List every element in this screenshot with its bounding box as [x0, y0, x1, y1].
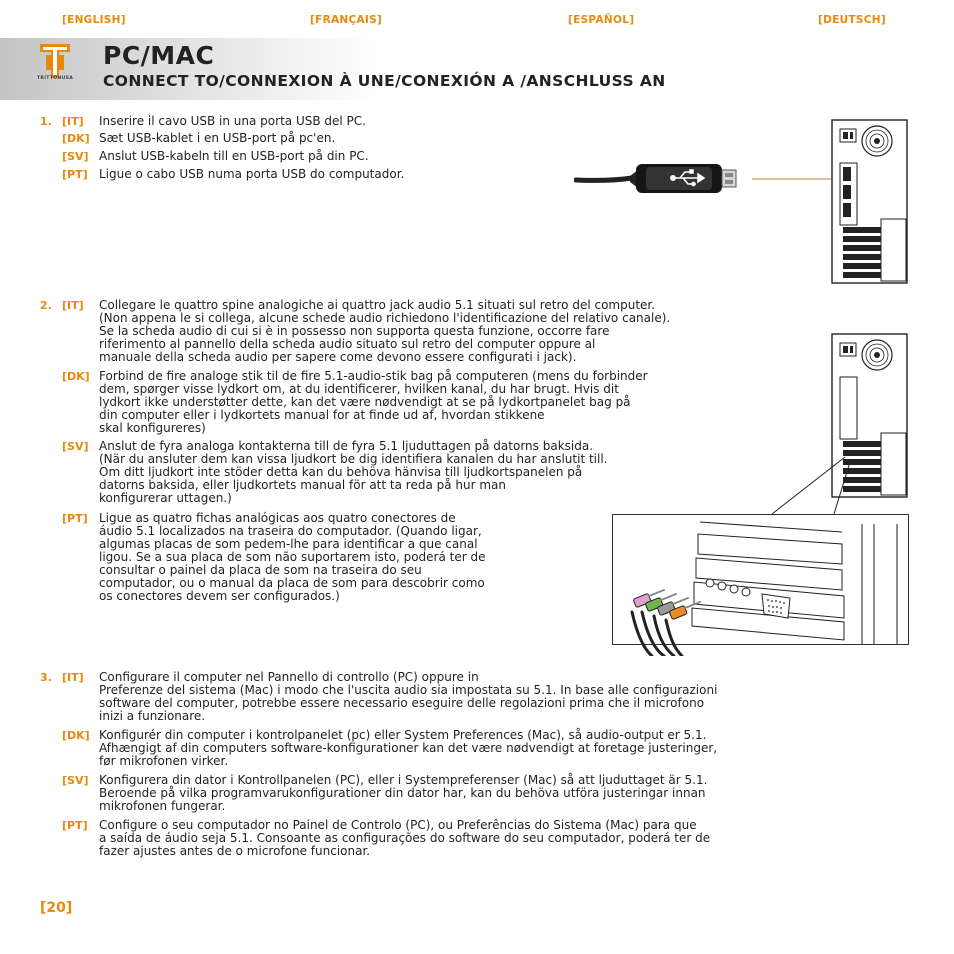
page-title: PC/MAC [103, 41, 215, 70]
lang-link-deutsch[interactable]: [DEUTSCH] [818, 14, 886, 26]
lang-tag: [SV] [62, 774, 89, 787]
lang-tag: [IT] [62, 115, 84, 128]
step-number: 1. [40, 115, 52, 128]
lang-tag: [PT] [62, 819, 88, 832]
step-text: Configure o seu computador no Painel de Controlo (PC), ou Preferências do Sistema (Mac) para que a saída de áudio seja 5.1. Consoante as configurações do software do seu computador, poderá ter de fazer ajustes antes de o microfone funcionar. [99, 818, 711, 858]
step-text: Ligue as quatro fichas analógicas aos quatro conectores de áudio 5.1 localizados na traseira do computador. (Quando ligar, algumas placas de som pedem-lhe para identificar a que canal ligou. Se a sua placa de som não suportarem isto, poderá ter de consultar o painel da placa de som na traseira do seu computador, ou o manual da placa de som para descobrir como os conectores devem ser configurados.) [99, 511, 486, 603]
lang-tag: [DK] [62, 132, 90, 145]
page-subtitle: CONNECT TO/CONNEXION À UNE/CONEXIÓN A /ANSCHLUSS AN [103, 72, 666, 90]
lang-tag: [PT] [62, 512, 88, 525]
sound-card-detail-illustration [612, 514, 910, 656]
step-number: 3. [40, 671, 52, 684]
step-text: Inserire il cavo USB in una porta USB del PC. [99, 114, 366, 128]
step-text: Konfigurér din computer i kontrolpanelet (pc) eller System Preferences (Mac), så audio-output er 5.1. Afhængigt af din computers software-konfigurationer kan det være nødvendigt at foretage justeringer, før mikrofonen virker. [99, 728, 718, 768]
pc-tower-usb-illustration [831, 119, 909, 285]
lang-tag: [DK] [62, 729, 90, 742]
step-number: 2. [40, 299, 52, 312]
lang-tag: [IT] [62, 671, 84, 684]
step-text: Ligue o cabo USB numa porta USB do computador. [99, 167, 405, 181]
step-text: Sæt USB-kablet i en USB-port på pc'en. [99, 131, 336, 145]
language-nav [0, 14, 954, 28]
lang-tag: [IT] [62, 299, 84, 312]
zoom-callout-lines [612, 440, 912, 520]
lang-tag: [SV] [62, 150, 89, 163]
lang-link-espanol[interactable]: [ESPAÑOL] [568, 14, 635, 26]
step-text: Configurare il computer nel Pannello di controllo (PC) oppure in Preferenze del sistema (Mac) i modo che l'uscita audio sia impostata su 5.1. In base alle configurazioni software del computer, potrebbe essere necessario eseguire delle regolazioni prima che il microfono inizi a funzionare. [99, 670, 718, 723]
step-text: Collegare le quattro spine analogiche ai quattro jack audio 5.1 situati sul retro del computer. (Non appena le si collega, alcune schede audio richiedono l'identificazione del relativo canale). Se la scheda audio di cui si è in possesso non supporta questa funzione, occorre fare riferimento al pannello della scheda audio situato sul retro del computer oppure al manuale della scheda audio per sapere come devono essere configurati i jack). [99, 298, 671, 364]
lang-link-english[interactable]: [ENGLISH] [62, 14, 126, 26]
step-text: Anslut USB-kabeln till en USB-port på din PC. [99, 149, 369, 163]
usb-cable-illustration [574, 158, 744, 198]
step-text: Forbind de fire analoge stik til de fire 5.1-audio-stik bag på computeren (mens du forbinder dem, spørger visse lydkort om, at du identificerer, hvilken kanal, du har brugt. Hvis dit lydkort ikke understøtter dette, kan det være nødvendigt at se på lydkortpanelet bag på din computer eller i lydkortets manual for at finde ud af, hvordan stikkene skal konfigureres) [99, 369, 648, 435]
serial-port-icon [762, 594, 790, 618]
lang-tag: [PT] [62, 168, 88, 181]
page-number: [20] [40, 900, 73, 916]
tritton-logo-icon [40, 44, 70, 78]
pointer-line-usb [750, 160, 840, 190]
lang-tag: [SV] [62, 440, 89, 453]
logo-wordmark: TRITTONUSA [37, 76, 74, 81]
step-text: Anslut de fyra analoga kontakterna till de fyra 5.1 ljuduttagen på datorns baksida. (När du ansluter dem kan vissa ljudkort be dig identifiera kanalen du har anslutit till. Om ditt ljudkort inte stöder detta kan du behöva hänvisa till ljudkortspanelen på datorns baksida, eller ljudkortets manual för att ta reda på hur man konfigurerar uttagen.) [99, 439, 608, 505]
lang-tag: [DK] [62, 370, 90, 383]
step-text: Konfigurera din dator i Kontrollpanelen (PC), eller i Systempreferenser (Mac) så att ljuduttaget är 5.1. Beroende på vilka programvarukonfigurationer din dator har, kan du behöva utföra justeringar innan mikrofonen fungerar. [99, 773, 708, 813]
lang-link-francais[interactable]: [FRANÇAIS] [310, 14, 383, 26]
